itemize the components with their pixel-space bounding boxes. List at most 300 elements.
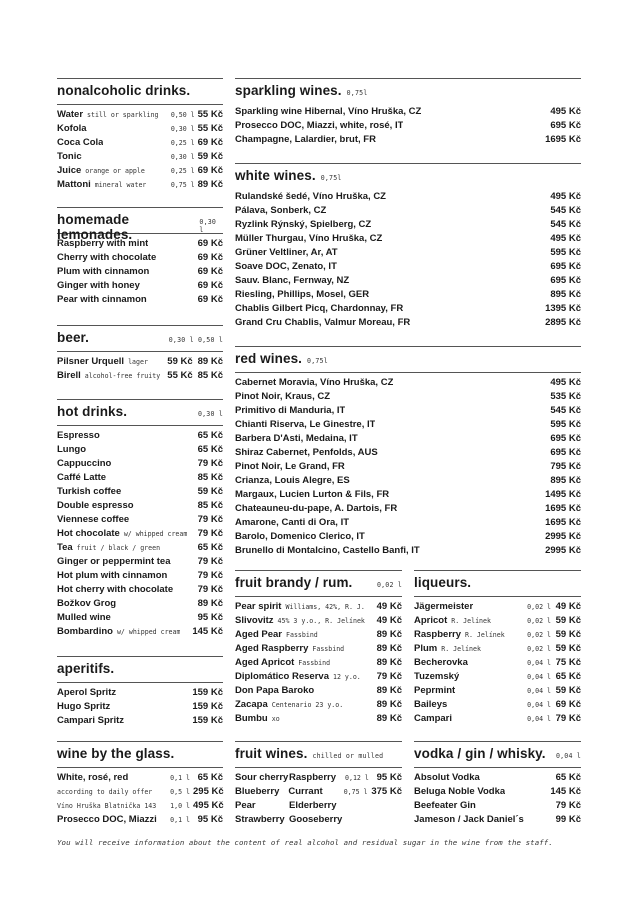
item-name-group	[235, 419, 375, 430]
item-price: 59 Kč	[555, 615, 581, 626]
item-price: 695 Kč	[550, 447, 581, 458]
item-name: Pear spirit	[235, 601, 282, 612]
item-name-group	[235, 503, 397, 514]
item-volume: 0,25 l	[170, 139, 195, 147]
item-price: 59 Kč	[555, 685, 581, 696]
item-price: 145 Kč	[550, 786, 581, 797]
menu-item	[235, 800, 402, 814]
item-name: Pilsner Urquell	[57, 356, 125, 367]
fruit-name-a: Strawberry	[235, 814, 285, 825]
item-note: 45% 3 y.o., R. Jelínek	[277, 617, 365, 625]
item-name: Viennese coffee	[57, 514, 130, 525]
section-beer	[57, 325, 223, 384]
menu-item	[235, 134, 581, 148]
menu-item	[414, 685, 581, 699]
item-price: 75 Kč	[555, 657, 581, 668]
item-note: xo	[271, 715, 280, 723]
item-name: Sparkling wine Hibernal, Víno Hruška, CZ	[235, 106, 422, 117]
item-price: 1695 Kč	[545, 517, 581, 528]
menu-item	[57, 598, 223, 612]
item-name-group	[57, 151, 82, 162]
item-note: alcohol-free fruity	[84, 372, 161, 380]
item-name: Müller Thurgau, Víno Hruška, CZ	[235, 233, 383, 244]
item-price: 545 Kč	[550, 405, 581, 416]
menu-item	[57, 266, 223, 280]
item-name-group	[57, 430, 100, 441]
item-price: 2995 Kč	[545, 531, 581, 542]
item-price: 535 Kč	[550, 391, 581, 402]
item-note: fruit / black / green	[76, 544, 161, 552]
item-name-group	[57, 715, 124, 726]
item-name: Slivovitz	[235, 615, 274, 626]
item-name-group	[235, 377, 393, 388]
menu-item	[57, 514, 223, 528]
item-price: 69 Kč	[197, 252, 223, 263]
volume-label: 0,30 l	[197, 410, 223, 418]
item-name-group	[414, 615, 491, 626]
menu-item	[235, 657, 402, 671]
item-name-group	[57, 701, 110, 712]
section-hot-drinks	[57, 399, 223, 640]
item-name-group	[235, 545, 420, 556]
item-price: 695 Kč	[550, 275, 581, 286]
item-price: 95 Kč	[197, 612, 223, 623]
item-name: Ginger with honey	[57, 280, 140, 291]
section-nonalcoholic	[57, 78, 223, 193]
item-price: 375 Kč	[371, 786, 402, 797]
item-name-group	[57, 612, 111, 623]
item-note: w/ whipped cream	[123, 530, 188, 538]
menu-item	[235, 814, 402, 828]
menu-item	[235, 643, 402, 657]
menu-item	[235, 289, 581, 303]
volume-label: 0,75l	[320, 174, 342, 182]
item-name: Hot chocolate	[57, 528, 120, 539]
section-sparkling	[235, 78, 581, 148]
menu-item	[235, 303, 581, 317]
item-name-group	[57, 556, 171, 567]
item-volume: 0,50 l	[170, 111, 195, 119]
menu-item	[235, 377, 581, 391]
menu-item	[57, 370, 223, 384]
item-note: lager	[128, 358, 148, 366]
section-lemonades	[57, 207, 223, 308]
item-name-group	[57, 814, 157, 825]
item-name: Aged Apricot	[235, 657, 295, 668]
menu-item	[414, 713, 581, 727]
item-note: R. Jelínek	[451, 617, 491, 625]
item-price: 1695 Kč	[545, 503, 581, 514]
item-name-group	[57, 280, 140, 291]
item-name-group	[235, 615, 365, 626]
fruit-name-a: Sour cherry	[235, 772, 289, 783]
menu-item	[235, 699, 402, 713]
item-name: Cherry with chocolate	[57, 252, 157, 263]
menu-item	[414, 814, 581, 828]
item-name: Chablis Gilbert Picq, Chardonnay, FR	[235, 303, 404, 314]
item-name: Pinot Noir, Kraus, CZ	[235, 391, 331, 402]
item-name-group	[57, 266, 149, 277]
item-note: R. Jelínek	[465, 631, 505, 639]
item-name: Pinot Noir, Le Grand, FR	[235, 461, 345, 472]
item-name: Aged Raspberry	[235, 643, 309, 654]
item-name-group	[414, 786, 505, 797]
menu-item	[235, 261, 581, 275]
item-name: Raspberry	[414, 629, 461, 640]
item-price: 495 Kč	[550, 377, 581, 388]
fruit-name-b: Gooseberry	[289, 814, 343, 825]
item-price: 65 Kč	[197, 542, 223, 553]
item-price: 65 Kč	[555, 772, 581, 783]
item-name-group	[235, 699, 343, 710]
item-volume: 0,04 l	[527, 701, 551, 709]
item-volume: 0,75 l	[170, 181, 195, 189]
item-price: 695 Kč	[550, 433, 581, 444]
item-name: Tea	[57, 542, 73, 553]
menu-item	[57, 584, 223, 598]
menu-item	[414, 772, 581, 786]
menu-item	[414, 615, 581, 629]
menu-item	[57, 814, 223, 828]
item-name: Mulled wine	[57, 612, 111, 623]
item-name: Margaux, Lucien Lurton & Fils, FR	[235, 489, 390, 500]
item-price: 69 Kč	[197, 280, 223, 291]
item-price: 159 Kč	[192, 687, 223, 698]
fruit-name-a: Blueberry	[235, 786, 280, 797]
menu-item	[57, 786, 223, 800]
item-name-group	[235, 233, 382, 244]
menu-item	[57, 500, 223, 514]
menu-item	[414, 657, 581, 671]
item-name: Beefeater Gin	[414, 800, 476, 811]
item-name-group	[57, 252, 156, 263]
item-note: 12 y.o.	[332, 673, 361, 681]
menu-item	[235, 419, 581, 433]
item-note: w/ whipped cream	[116, 628, 181, 636]
item-price: 65 Kč	[197, 444, 223, 455]
item-name: Víno Hruška Blatnička 143	[57, 802, 157, 810]
item-name-group	[57, 626, 180, 637]
menu-item	[235, 233, 581, 247]
item-name-group	[414, 699, 447, 710]
item-price: 49 Kč	[376, 615, 402, 626]
item-name-group	[235, 317, 410, 328]
item-name: Hugo Spritz	[57, 701, 111, 712]
menu-item	[57, 486, 223, 500]
section-aperitifs	[57, 656, 223, 729]
menu-item	[235, 545, 581, 559]
item-price: 55 Kč	[197, 109, 223, 120]
item-note: Fassbind	[286, 631, 318, 639]
menu-item	[235, 391, 581, 405]
item-price: 69 Kč	[197, 137, 223, 148]
item-name-group	[235, 601, 365, 612]
item-name: Don Papa Baroko	[235, 685, 315, 696]
item-volume: 0,02 l	[527, 617, 551, 625]
section-title: red wines.	[235, 351, 303, 366]
item-name-group	[235, 120, 403, 131]
item-note: orange or apple	[85, 167, 145, 175]
section-fruit-brandy	[235, 570, 402, 727]
menu-item	[235, 275, 581, 289]
item-name-group	[235, 405, 345, 416]
item-name: Crianza, Louis Alegre, ES	[235, 475, 350, 486]
item-price: 159 Kč	[192, 715, 223, 726]
section-title: hot drinks.	[57, 404, 128, 419]
item-name: Lungo	[57, 444, 87, 455]
item-name: Zacapa	[235, 699, 268, 710]
menu-item	[235, 772, 402, 786]
item-note: Centenario 23 y.o.	[271, 701, 344, 709]
item-name: Birell	[57, 370, 81, 381]
item-volume: 0,1 l	[170, 816, 190, 824]
menu-item	[235, 601, 402, 615]
menu-item	[414, 800, 581, 814]
item-name: Coca Cola	[57, 137, 104, 148]
item-name: Grüner Veltliner, Ar, AT	[235, 247, 338, 258]
item-price: 49 Kč	[376, 601, 402, 612]
item-name: Water	[57, 109, 84, 120]
item-price: 69 Kč	[555, 699, 581, 710]
item-name: Diplomático Reserva	[235, 671, 329, 682]
menu-item	[57, 252, 223, 266]
item-name: Cappuccino	[57, 458, 112, 469]
item-name: Jameson / Jack Daniel´s	[414, 814, 524, 825]
item-price: 69 Kč	[197, 165, 223, 176]
menu-item	[57, 430, 223, 444]
item-name-group	[57, 802, 156, 810]
item-price: 95 Kč	[197, 814, 223, 825]
footer-note: You will receive information about the content of real alcohol and residual sugar in the wine from the staff.	[57, 838, 553, 847]
item-note: Fassbind	[312, 645, 345, 653]
section-wine-by-glass	[57, 741, 223, 828]
item-name: Bombardino	[57, 626, 113, 637]
menu-item	[57, 472, 223, 486]
item-name: Beluga Noble Vodka	[414, 786, 506, 797]
item-price: 595 Kč	[550, 247, 581, 258]
item-name: Raspberry with mint	[57, 238, 149, 249]
item-name-group	[57, 570, 167, 581]
item-price: 295 Kč	[193, 786, 224, 797]
section-vodka-gin-whisky	[414, 741, 581, 828]
section-title: fruit brandy / rum.	[235, 575, 353, 590]
menu-item	[57, 528, 223, 542]
item-name-group	[57, 472, 106, 483]
item-name: Hot cherry with chocolate	[57, 584, 174, 595]
menu-item	[235, 713, 402, 727]
menu-item	[235, 489, 581, 503]
menu-item	[414, 786, 581, 800]
item-name-group	[235, 447, 378, 458]
item-volume: 0,30 l	[170, 125, 195, 133]
menu-item	[57, 701, 223, 715]
item-name: Barolo, Domenico Clerico, IT	[235, 531, 365, 542]
item-name: according to daily offer	[57, 788, 153, 796]
item-name: Bumbu	[235, 713, 268, 724]
fruit-name-a: Pear	[235, 800, 256, 811]
item-price: 69 Kč	[197, 238, 223, 249]
item-name-group	[57, 137, 103, 148]
item-name: Hot plum with cinnamon	[57, 570, 168, 581]
item-price: 1695 Kč	[545, 134, 581, 145]
item-price: 1495 Kč	[545, 489, 581, 500]
fruit-name-b: Currant	[288, 786, 323, 797]
menu-item	[235, 615, 402, 629]
menu-item	[57, 294, 223, 308]
item-name: Plum with cinnamon	[57, 266, 150, 277]
menu-item	[235, 433, 581, 447]
item-name: Riesling, Phillips, Mosel, GER	[235, 289, 370, 300]
section-title: homemade lemonades.	[57, 212, 133, 242]
menu-item	[414, 601, 581, 615]
item-price: 89 Kč	[197, 179, 223, 190]
item-name: Chateauneu-du-pape, A. Dartois, FR	[235, 503, 398, 514]
menu-item	[235, 685, 402, 699]
item-price: 895 Kč	[550, 289, 581, 300]
section-title: sparkling wines.	[235, 83, 342, 98]
item-volume: 0,04 l	[527, 687, 551, 695]
item-price: 65 Kč	[197, 772, 223, 783]
item-name: Shiraz Cabernet, Penfolds, AUS	[235, 447, 378, 458]
menu-item	[57, 458, 223, 472]
item-name-group	[57, 370, 160, 381]
menu-item	[235, 447, 581, 461]
item-name: Tonic	[57, 151, 82, 162]
item-price: 65 Kč	[555, 671, 581, 682]
item-name-group	[57, 584, 173, 595]
item-price: 89 Kč	[376, 629, 402, 640]
item-price: 49 Kč	[555, 601, 581, 612]
item-price-small: 55 Kč	[167, 370, 193, 381]
item-price-large: 89 Kč	[197, 356, 223, 367]
item-price: 79 Kč	[555, 800, 581, 811]
item-name-group	[57, 528, 187, 539]
item-name: Prosecco DOC, Miazzi, white, rosé, IT	[235, 120, 404, 131]
item-name: Mattoni	[57, 179, 91, 190]
item-price: 79 Kč	[197, 528, 223, 539]
item-price: 89 Kč	[376, 643, 402, 654]
item-price: 545 Kč	[550, 205, 581, 216]
menu-item	[57, 356, 223, 370]
menu-item	[57, 800, 223, 814]
item-name-group	[414, 629, 505, 640]
item-name-group	[235, 205, 326, 216]
menu-item	[414, 643, 581, 657]
item-price: 79 Kč	[197, 584, 223, 595]
item-price: 59 Kč	[197, 151, 223, 162]
item-name-group	[235, 134, 376, 145]
item-price: 495 Kč	[193, 800, 224, 811]
item-price: 85 Kč	[197, 472, 223, 483]
menu-item	[57, 137, 223, 151]
item-price: 79 Kč	[197, 458, 223, 469]
item-name: Campari	[414, 713, 453, 724]
item-note: mineral water	[94, 181, 147, 189]
menu-item	[57, 280, 223, 294]
section-title: wine by the glass.	[57, 746, 175, 761]
item-price: 69 Kč	[197, 266, 223, 277]
item-note: R. Jelínek	[441, 645, 481, 653]
section-title: beer.	[57, 330, 90, 345]
item-name-group	[414, 814, 524, 825]
item-name-group	[235, 475, 350, 486]
volume-label: 0,30 l 0,50 l	[168, 336, 223, 344]
item-name-group	[235, 275, 349, 286]
item-price: 55 Kč	[197, 123, 223, 134]
item-name-group	[235, 531, 365, 542]
item-name-group	[235, 685, 314, 696]
item-price: 79 Kč	[197, 570, 223, 581]
item-name: Brunello di Montalcino, Castello Banfi, IT	[235, 545, 420, 556]
item-price: 59 Kč	[555, 629, 581, 640]
item-name: Double espresso	[57, 500, 134, 511]
item-name: Champagne, Lalardier, brut, FR	[235, 134, 376, 145]
item-name: Ryzlink Rýnský, Spielberg, CZ	[235, 219, 372, 230]
item-price: 79 Kč	[197, 556, 223, 567]
item-volume: 0,75 l	[343, 788, 368, 796]
item-name: Chianti Riserva, Le Ginestre, IT	[235, 419, 376, 430]
fruit-name-b: Elderberry	[289, 800, 337, 811]
item-name-group	[57, 486, 121, 497]
item-name-group	[57, 444, 86, 455]
item-name-group	[235, 433, 358, 444]
item-name-group	[57, 179, 146, 190]
item-name-group	[57, 772, 128, 783]
item-name-group	[414, 800, 476, 811]
item-price: 695 Kč	[550, 261, 581, 272]
item-price: 495 Kč	[550, 106, 581, 117]
item-name: Ginger or peppermint tea	[57, 556, 171, 567]
menu-item	[414, 629, 581, 643]
item-name: Pálava, Sonberk, CZ	[235, 205, 327, 216]
item-name-group	[57, 294, 147, 305]
item-name-group	[57, 458, 111, 469]
menu-item	[57, 715, 223, 729]
item-name-group	[414, 671, 459, 682]
item-price: 89 Kč	[376, 685, 402, 696]
item-price: 795 Kč	[550, 461, 581, 472]
item-price: 89 Kč	[376, 699, 402, 710]
item-name: Jägermeister	[414, 601, 474, 612]
item-name-group	[414, 713, 452, 724]
item-name: Juice	[57, 165, 82, 176]
item-price: 79 Kč	[376, 671, 402, 682]
menu-item	[57, 556, 223, 570]
item-price: 545 Kč	[550, 219, 581, 230]
menu-item	[235, 247, 581, 261]
item-name: Espresso	[57, 430, 100, 441]
item-price: 85 Kč	[197, 500, 223, 511]
section-white-wines	[235, 163, 581, 331]
item-volume: 0,5 l	[170, 788, 190, 796]
item-name: Soave DOC, Zenato, IT	[235, 261, 337, 272]
section-liqueurs	[414, 570, 581, 727]
menu-item	[235, 205, 581, 219]
item-volume: 0,02 l	[527, 603, 551, 611]
item-name-group	[235, 303, 403, 314]
item-name: Cabernet Moravia, Víno Hruška, CZ	[235, 377, 394, 388]
item-price: 95 Kč	[376, 772, 402, 783]
menu-item	[235, 120, 581, 134]
item-note: Williams, 42%, R. J.	[285, 603, 365, 611]
item-price-small: 59 Kč	[167, 356, 193, 367]
item-name-group	[414, 657, 468, 668]
item-name-group	[235, 261, 337, 272]
item-price: 79 Kč	[197, 514, 223, 525]
section-note: chilled or mulled	[312, 752, 384, 760]
item-name: Campari Spritz	[57, 715, 125, 726]
item-name-group	[414, 685, 455, 696]
